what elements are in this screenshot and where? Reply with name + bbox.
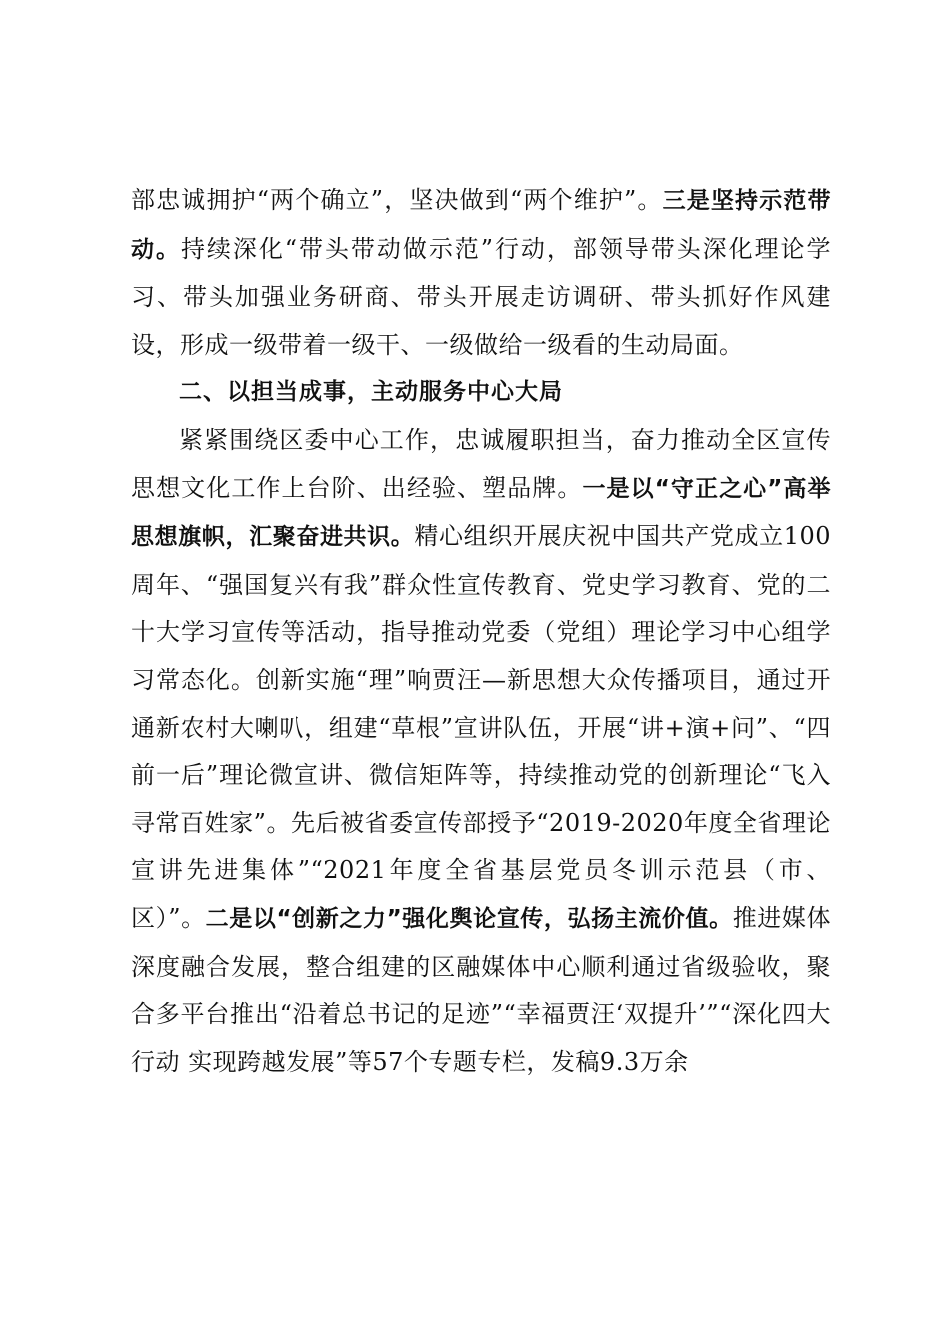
paragraph-text: 精心组织开展庆祝中国共产党成立100周年、“强国复兴有我”群众性宣传教育、党史学习教育、党的二十大学习宣传等活动，指导推动党委（党组）理论学习中心组学习常态化。创新实施“理”响贾汪—新思想大众传播项目，通过开通新农村大喇叭，组建“草根”宣讲队伍，开展“讲+演+问”、“四前一后”理论微宣讲、微信矩阵等，持续推动党的创新理论“飞入寻常百姓家”。先后被省委宣传部授予“2019-2020年度全省理论宣讲先进集体”“2021年度全省基层党员冬训示范县（市、区）”。 [131,522,832,932]
paragraph-text: 紧紧围绕区委中心工作，忠诚履职担当，奋力推动全区宣传思想文化工作上台阶、出经验、塑品牌。 [131,425,831,502]
paragraph-section-two [131,417,831,1086]
paragraph-continuation [131,177,831,369]
section-heading: 二、以担当成事，主动服务中心大局 [179,379,563,406]
document-body [131,177,831,1086]
bold-lead-sentence: 二是以“创新之力”强化舆论宣传，弘扬主流价值。 [205,905,733,932]
bold-lead-sentence: 一是以“守正之心”高举思想旗帜，汇聚奋进共识。 [131,475,832,551]
paragraph-text: 推进媒体深度融合发展，整合组建的区融媒体中心顺利通过省级验收，聚合多平台推出“沿着总书记的足迹”“幸福贾汪‘双提升’”“深化四大行动 实现跨越发展”等57个专题专栏，发稿9.3万余 [131,903,832,1076]
paragraph-text: 持续深化“带头带动做示范”行动，部领导带头深化理论学习、带头加强业务研商、带头开展走访调研、带头抓好作风建设，形成一级带着一级干、一级做给一级看的生动局面。 [131,234,832,359]
paragraph-text: 部忠诚拥护“两个确立”，坚决做到“两个维护”。 [131,186,663,214]
bold-lead-sentence: 三是坚持示范带动。 [131,188,832,263]
